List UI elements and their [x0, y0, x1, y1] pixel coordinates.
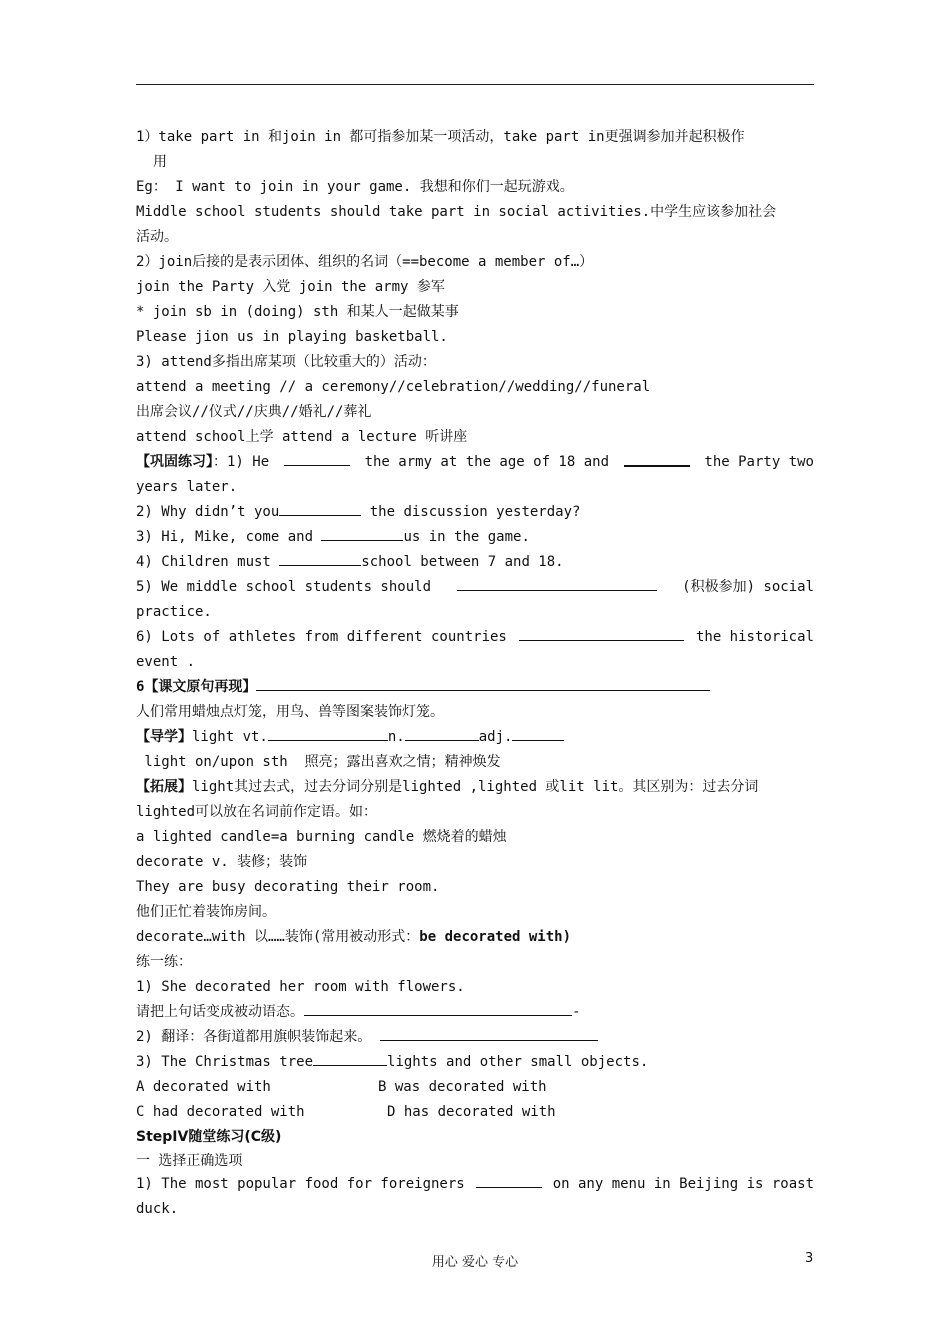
- text-line: * join sb in (doing) sth 和某人一起做某事: [136, 304, 459, 320]
- blank-q5[interactable]: [457, 575, 657, 591]
- s4q1-suffix: on any menu in Beijing is roast: [552, 1176, 814, 1192]
- guide-heading: 【导学】: [136, 729, 192, 745]
- extension-heading: 【拓展】: [136, 779, 192, 795]
- step4-heading: StepIV随堂练习(C级): [136, 1129, 282, 1145]
- blank-q4[interactable]: [279, 550, 361, 566]
- q3-suffix: us in the game.: [403, 529, 530, 545]
- p1b-end: -: [572, 1004, 581, 1020]
- text-line: 2）join后接的是表示团体、组织的名词（==become a member of…）: [136, 254, 594, 270]
- text-line: 他们正忙着装饰房间。: [136, 904, 276, 920]
- blank-p1b[interactable]: [304, 1000, 572, 1016]
- p3-suffix: lights and other small objects.: [387, 1054, 649, 1070]
- text-line: 活动。: [136, 229, 178, 245]
- blank-s4q1[interactable]: [476, 1172, 542, 1188]
- section6-heading-line: [136, 675, 814, 700]
- step4-q1: [136, 1172, 814, 1197]
- document-body: [136, 125, 814, 1222]
- q5-prefix: 5) We middle school students should: [136, 579, 432, 595]
- options-row-cd: [136, 1100, 814, 1125]
- q6-suffix: the historical: [695, 629, 814, 645]
- decorate-with-bold: be decorated with): [419, 929, 572, 945]
- exercise-q2: [136, 500, 814, 525]
- text-line: Eg： I want to join in your game. 我想和你们一起玩游戏。: [136, 179, 574, 195]
- extension-text: light其过去式，过去分词分别是lighted ,lighted 或lit lit。其区别为：过去分词: [192, 779, 759, 795]
- exercise-heading: 【巩固练习】: [136, 454, 213, 470]
- practice-p2: [136, 1025, 814, 1050]
- text-line: attend a meeting // a ceremony//celebration//wedding//funeral: [136, 379, 651, 395]
- q6-prefix: 6) Lots of athletes from different countries: [136, 629, 507, 645]
- text-line: event .: [136, 654, 196, 670]
- text-line: 用: [153, 154, 167, 170]
- text-line: years later.: [136, 479, 238, 495]
- text-line: 出席会议//仪式//庆典//婚礼//葬礼: [136, 404, 372, 420]
- text-line: 3) attend多指出席某项（比较重大的）活动：: [136, 354, 436, 370]
- blank-q3[interactable]: [321, 525, 403, 541]
- text-line: Please jion us in playing basketball.: [136, 329, 448, 345]
- exercise-heading-group: [136, 450, 269, 475]
- s4q1-prefix: 1) The most popular food for foreigners: [136, 1176, 465, 1192]
- q2-suffix: the discussion yesterday?: [369, 504, 581, 520]
- step4-subheading: 一 选择正确选项: [136, 1153, 243, 1169]
- options-row-ab: [136, 1075, 814, 1100]
- option-b[interactable]: B was decorated with: [378, 1079, 547, 1095]
- blank-guide-vt[interactable]: [268, 725, 388, 741]
- blank-q1a[interactable]: [284, 450, 350, 466]
- exercise-q4: [136, 550, 814, 575]
- text-line: 1）take part in 和join in 都可指参加某一项活动，take part in更强调参加并起积极作: [136, 129, 745, 145]
- decorate-with-line: [136, 925, 814, 950]
- blank-guide-adj[interactable]: [512, 725, 564, 741]
- guide-line: [136, 725, 814, 750]
- text-line: join the Party 入党 join the army 参军: [136, 279, 445, 295]
- section6-heading: 6【课文原句再现】: [136, 679, 257, 695]
- text-line: They are busy decorating their room.: [136, 879, 440, 895]
- q3-prefix: 3) Hi, Mike, come and: [136, 529, 314, 545]
- text-line: lighted可以放在名词前作定语。如：: [136, 804, 378, 820]
- practice-p3: [136, 1050, 814, 1075]
- text-line: attend school上学 attend a lecture 听讲座: [136, 429, 468, 445]
- practice-p1b: [136, 1000, 814, 1025]
- text-line: decorate v. 装修；装饰: [136, 854, 308, 870]
- q2-prefix: 2) Why didn’t you: [136, 504, 280, 520]
- text-line: practice.: [136, 604, 212, 620]
- guide-adj: adj.: [478, 729, 513, 745]
- blank-q6[interactable]: [519, 625, 684, 641]
- page-number: 3: [805, 1251, 814, 1266]
- q1-prefix: ：1) He: [213, 454, 270, 470]
- text-line: duck.: [136, 1201, 179, 1217]
- text-line: 1) She decorated her room with flowers.: [136, 979, 465, 995]
- q1-end: the Party two: [704, 454, 814, 470]
- q5-suffix: (积极参加) social: [682, 579, 814, 595]
- guide-vt: light vt.: [192, 729, 268, 745]
- exercise-q5: [136, 575, 814, 600]
- q4-suffix: school between 7 and 18.: [361, 554, 564, 570]
- text-line: a lighted candle=a burning candle 燃烧着的蜡烛: [136, 829, 507, 845]
- blank-q1b[interactable]: [624, 450, 690, 467]
- decorate-with-text: decorate…with 以……装饰(常用被动形式：: [136, 929, 420, 945]
- page-footer: [0, 1251, 950, 1270]
- q1-middle: the army at the age of 18 and: [364, 454, 609, 470]
- text-line: 练一练：: [136, 954, 192, 970]
- blank-section6[interactable]: [256, 675, 710, 691]
- option-d[interactable]: D has decorated with: [387, 1104, 556, 1120]
- text-line: light on/upon sth 照亮；露出喜欢之情；精神焕发: [136, 754, 501, 770]
- p2-text: 2) 翻译：各街道都用旗帜装饰起来。: [136, 1029, 372, 1045]
- text-line: 人们常用蜡烛点灯笼，用鸟、兽等图案装饰灯笼。: [136, 704, 444, 720]
- exercise-q3: [136, 525, 814, 550]
- q4-prefix: 4) Children must: [136, 554, 271, 570]
- blank-guide-n[interactable]: [405, 725, 479, 741]
- option-a[interactable]: A decorated with: [136, 1079, 271, 1095]
- p1b-text: 请把上句话变成被动语态。: [136, 1004, 304, 1020]
- exercise-q1: [136, 450, 814, 475]
- blank-p2[interactable]: [380, 1025, 598, 1041]
- exercise-q6: [136, 625, 814, 650]
- extension-line: [136, 775, 814, 800]
- blank-p3[interactable]: [313, 1050, 387, 1066]
- header-rule: [136, 84, 814, 85]
- text-line: Middle school students should take part in social activities.中学生应该参加社会: [136, 204, 777, 220]
- option-c[interactable]: C had decorated with: [136, 1104, 305, 1120]
- guide-n: n.: [387, 729, 405, 745]
- blank-q2[interactable]: [279, 500, 361, 516]
- footer-motto: 用心 爱心 专心: [431, 1255, 519, 1270]
- p3-prefix: 3) The Christmas tree: [136, 1054, 314, 1070]
